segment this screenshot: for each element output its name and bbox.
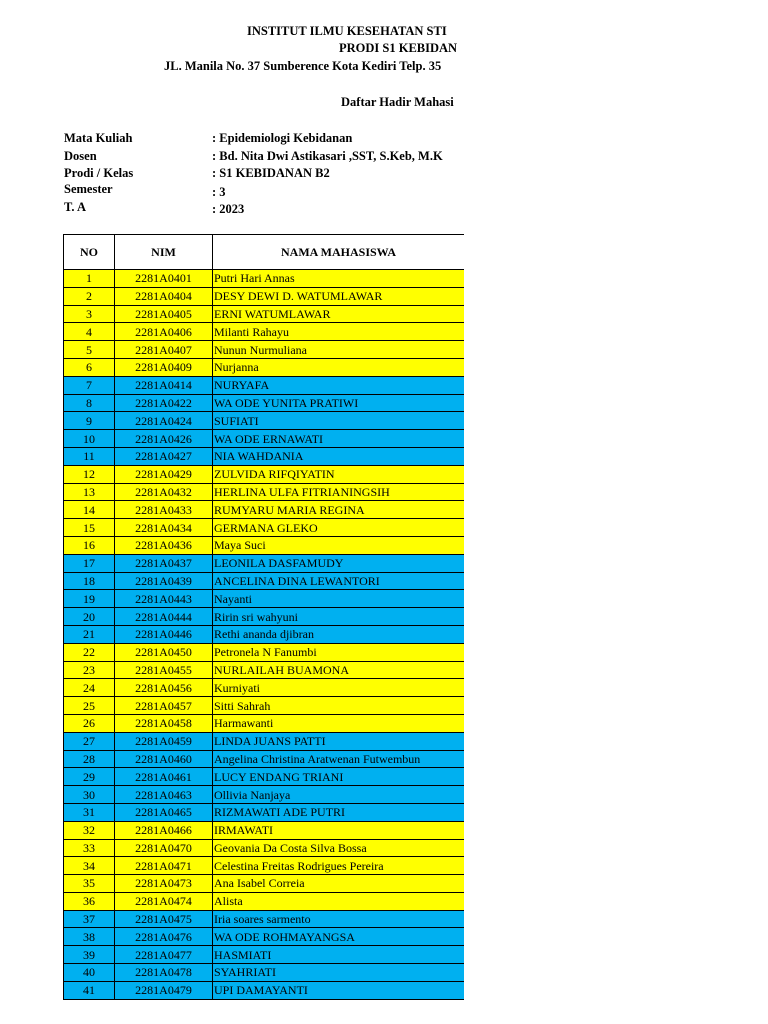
row-nim: 2281A0450: [115, 643, 213, 661]
semester-label: Semester: [64, 182, 113, 196]
row-name: RIZMAWATI ADE PUTRI: [213, 803, 465, 821]
row-no: 17: [64, 554, 115, 572]
row-nim: 2281A0446: [115, 625, 213, 643]
table-row: [64, 412, 465, 430]
row-no: 33: [64, 839, 115, 857]
table-row: [64, 501, 465, 519]
table-row: [64, 661, 465, 679]
row-name: NURYAFA: [213, 376, 465, 394]
table-row: [64, 305, 465, 323]
row-nim: 2281A0460: [115, 750, 213, 768]
row-no: 35: [64, 875, 115, 893]
row-nim: 2281A0461: [115, 768, 213, 786]
row-name: Rethi ananda djibran: [213, 625, 465, 643]
row-no: 28: [64, 750, 115, 768]
row-nim: 2281A0429: [115, 465, 213, 483]
row-name: Celestina Freitas Rodrigues Pereira: [213, 857, 465, 875]
row-no: 36: [64, 892, 115, 910]
row-no: 4: [64, 323, 115, 341]
row-name: NURLAILAH BUAMONA: [213, 661, 465, 679]
table-row: [64, 928, 465, 946]
table-row: [64, 750, 465, 768]
row-name: Nayanti: [213, 590, 465, 608]
table-row: [64, 768, 465, 786]
row-nim: 2281A0404: [115, 287, 213, 305]
row-nim: 2281A0470: [115, 839, 213, 857]
row-no: 1: [64, 270, 115, 288]
program-name: PRODI S1 KEBIDAN: [339, 41, 458, 55]
table-row: [64, 323, 465, 341]
table-row: [64, 430, 465, 448]
row-nim: 2281A0427: [115, 447, 213, 465]
row-no: 7: [64, 376, 115, 394]
row-nim: 2281A0432: [115, 483, 213, 501]
row-no: 15: [64, 519, 115, 537]
table-row: [64, 447, 465, 465]
row-no: 22: [64, 643, 115, 661]
row-name: SYAHRIATI: [213, 964, 465, 982]
table-row: [64, 803, 465, 821]
ta-value: : 2023: [212, 202, 245, 216]
row-name: Ririn sri wahyuni: [213, 608, 465, 626]
table-row: [64, 572, 465, 590]
table-row: [64, 287, 465, 305]
row-no: 24: [64, 679, 115, 697]
dosen-value: : Bd. Nita Dwi Astikasari ,SST, S.Keb, M.K: [212, 149, 443, 163]
table-row: [64, 714, 465, 732]
table-row: [64, 625, 465, 643]
table-row: [64, 465, 465, 483]
table-row: [64, 590, 465, 608]
row-no: 14: [64, 501, 115, 519]
row-nim: 2281A0439: [115, 572, 213, 590]
row-name: Harmawanti: [213, 714, 465, 732]
row-name: NIA WAHDANIA: [213, 447, 465, 465]
table-row: [64, 608, 465, 626]
row-no: 19: [64, 590, 115, 608]
row-no: 41: [64, 981, 115, 999]
row-nim: 2281A0471: [115, 857, 213, 875]
row-name: Geovania Da Costa Silva Bossa: [213, 839, 465, 857]
row-name: Maya Suci: [213, 536, 465, 554]
table-row: [64, 536, 465, 554]
row-name: LEONILA DASFAMUDY: [213, 554, 465, 572]
table-row: [64, 643, 465, 661]
row-nim: 2281A0437: [115, 554, 213, 572]
row-nim: 2281A0433: [115, 501, 213, 519]
row-name: LINDA JUANS PATTI: [213, 732, 465, 750]
header-nim: NIM: [115, 235, 213, 270]
row-no: 5: [64, 341, 115, 359]
row-no: 39: [64, 946, 115, 964]
table-row: [64, 964, 465, 982]
row-name: Kurniyati: [213, 679, 465, 697]
row-no: 25: [64, 697, 115, 715]
row-nim: 2281A0459: [115, 732, 213, 750]
row-no: 13: [64, 483, 115, 501]
row-name: Putri Hari Annas: [213, 270, 465, 288]
row-no: 37: [64, 910, 115, 928]
row-nim: 2281A0463: [115, 786, 213, 804]
row-no: 20: [64, 608, 115, 626]
row-no: 21: [64, 625, 115, 643]
row-nim: 2281A0455: [115, 661, 213, 679]
row-no: 31: [64, 803, 115, 821]
mata-kuliah-value: : Epidemiologi Kebidanan: [212, 131, 353, 145]
row-name: WA ODE ERNAWATI: [213, 430, 465, 448]
row-nim: 2281A0424: [115, 412, 213, 430]
row-no: 18: [64, 572, 115, 590]
row-nim: 2281A0401: [115, 270, 213, 288]
row-nim: 2281A0457: [115, 697, 213, 715]
row-nim: 2281A0422: [115, 394, 213, 412]
row-nim: 2281A0407: [115, 341, 213, 359]
prodi-label: Prodi / Kelas: [64, 166, 134, 180]
table-row: [64, 981, 465, 999]
row-name: Nurjanna: [213, 358, 465, 376]
table-row: [64, 697, 465, 715]
row-name: WA ODE YUNITA PRATIWI: [213, 394, 465, 412]
row-name: ANCELINA DINA LEWANTORI: [213, 572, 465, 590]
row-name: Iria soares sarmento: [213, 910, 465, 928]
row-nim: 2281A0479: [115, 981, 213, 999]
row-name: Ollivia Nanjaya: [213, 786, 465, 804]
row-nim: 2281A0477: [115, 946, 213, 964]
table-row: [64, 786, 465, 804]
row-no: 2: [64, 287, 115, 305]
table-row: [64, 358, 465, 376]
dosen-label: Dosen: [64, 149, 97, 163]
table-header-row: [64, 235, 465, 270]
row-name: HASMIATI: [213, 946, 465, 964]
row-no: 12: [64, 465, 115, 483]
row-nim: 2281A0406: [115, 323, 213, 341]
table-row: [64, 341, 465, 359]
row-name: Petronela N Fanumbi: [213, 643, 465, 661]
table-row: [64, 270, 465, 288]
table-row: [64, 554, 465, 572]
row-nim: 2281A0444: [115, 608, 213, 626]
row-name: ZULVIDA RIFQIYATIN: [213, 465, 465, 483]
row-name: IRMAWATI: [213, 821, 465, 839]
table-row: [64, 946, 465, 964]
document-title: Daftar Hadir Mahasi: [341, 95, 454, 109]
row-no: 9: [64, 412, 115, 430]
row-name: GERMANA GLEKO: [213, 519, 465, 537]
row-nim: 2281A0443: [115, 590, 213, 608]
row-name: Alista: [213, 892, 465, 910]
row-no: 40: [64, 964, 115, 982]
row-no: 29: [64, 768, 115, 786]
row-nim: 2281A0476: [115, 928, 213, 946]
row-no: 38: [64, 928, 115, 946]
table-row: [64, 519, 465, 537]
row-nim: 2281A0409: [115, 358, 213, 376]
row-nim: 2281A0434: [115, 519, 213, 537]
row-nim: 2281A0458: [115, 714, 213, 732]
row-nim: 2281A0473: [115, 875, 213, 893]
row-no: 34: [64, 857, 115, 875]
row-name: Ana Isabel Correia: [213, 875, 465, 893]
header-nama: NAMA MAHASISWA: [213, 235, 465, 270]
table-row: [64, 821, 465, 839]
table-row: [64, 732, 465, 750]
table-row: [64, 892, 465, 910]
table-row: [64, 857, 465, 875]
row-nim: 2281A0478: [115, 964, 213, 982]
row-name: HERLINA ULFA FITRIANINGSIH: [213, 483, 465, 501]
row-name: Sitti Sahrah: [213, 697, 465, 715]
row-name: Milanti Rahayu: [213, 323, 465, 341]
table-row: [64, 394, 465, 412]
row-name: RUMYARU MARIA REGINA: [213, 501, 465, 519]
institution-address: JL. Manila No. 37 Sumberence Kota Kediri Telp. 35: [164, 59, 442, 73]
ta-label: T. A: [64, 200, 86, 214]
row-name: ERNI WATUMLAWAR: [213, 305, 465, 323]
row-nim: 2281A0465: [115, 803, 213, 821]
row-nim: 2281A0456: [115, 679, 213, 697]
table-row: [64, 910, 465, 928]
row-no: 8: [64, 394, 115, 412]
table-row: [64, 875, 465, 893]
header-no: NO: [64, 235, 115, 270]
row-name: LUCY ENDANG TRIANI: [213, 768, 465, 786]
row-nim: 2281A0466: [115, 821, 213, 839]
table-row: [64, 376, 465, 394]
row-no: 16: [64, 536, 115, 554]
institution-name: INSTITUT ILMU KESEHATAN STI: [247, 24, 447, 38]
row-name: DESY DEWI D. WATUMLAWAR: [213, 287, 465, 305]
mata-kuliah-label: Mata Kuliah: [64, 131, 133, 145]
row-nim: 2281A0414: [115, 376, 213, 394]
row-no: 26: [64, 714, 115, 732]
row-nim: 2281A0436: [115, 536, 213, 554]
row-name: Nunun Nurmuliana: [213, 341, 465, 359]
prodi-value: : S1 KEBIDANAN B2: [212, 166, 330, 180]
table-row: [64, 679, 465, 697]
row-no: 30: [64, 786, 115, 804]
semester-value: : 3: [212, 185, 226, 199]
attendance-table: [63, 234, 464, 1000]
row-nim: 2281A0426: [115, 430, 213, 448]
row-no: 3: [64, 305, 115, 323]
row-no: 6: [64, 358, 115, 376]
row-name: Angelina Christina Aratwenan Futwembun: [213, 750, 465, 768]
row-no: 11: [64, 447, 115, 465]
row-name: WA ODE ROHMAYANGSA: [213, 928, 465, 946]
row-name: SUFIATI: [213, 412, 465, 430]
row-no: 32: [64, 821, 115, 839]
row-name: UPI DAMAYANTI: [213, 981, 465, 999]
row-nim: 2281A0405: [115, 305, 213, 323]
table-row: [64, 483, 465, 501]
row-no: 23: [64, 661, 115, 679]
row-nim: 2281A0474: [115, 892, 213, 910]
table-row: [64, 839, 465, 857]
row-no: 27: [64, 732, 115, 750]
row-nim: 2281A0475: [115, 910, 213, 928]
row-no: 10: [64, 430, 115, 448]
